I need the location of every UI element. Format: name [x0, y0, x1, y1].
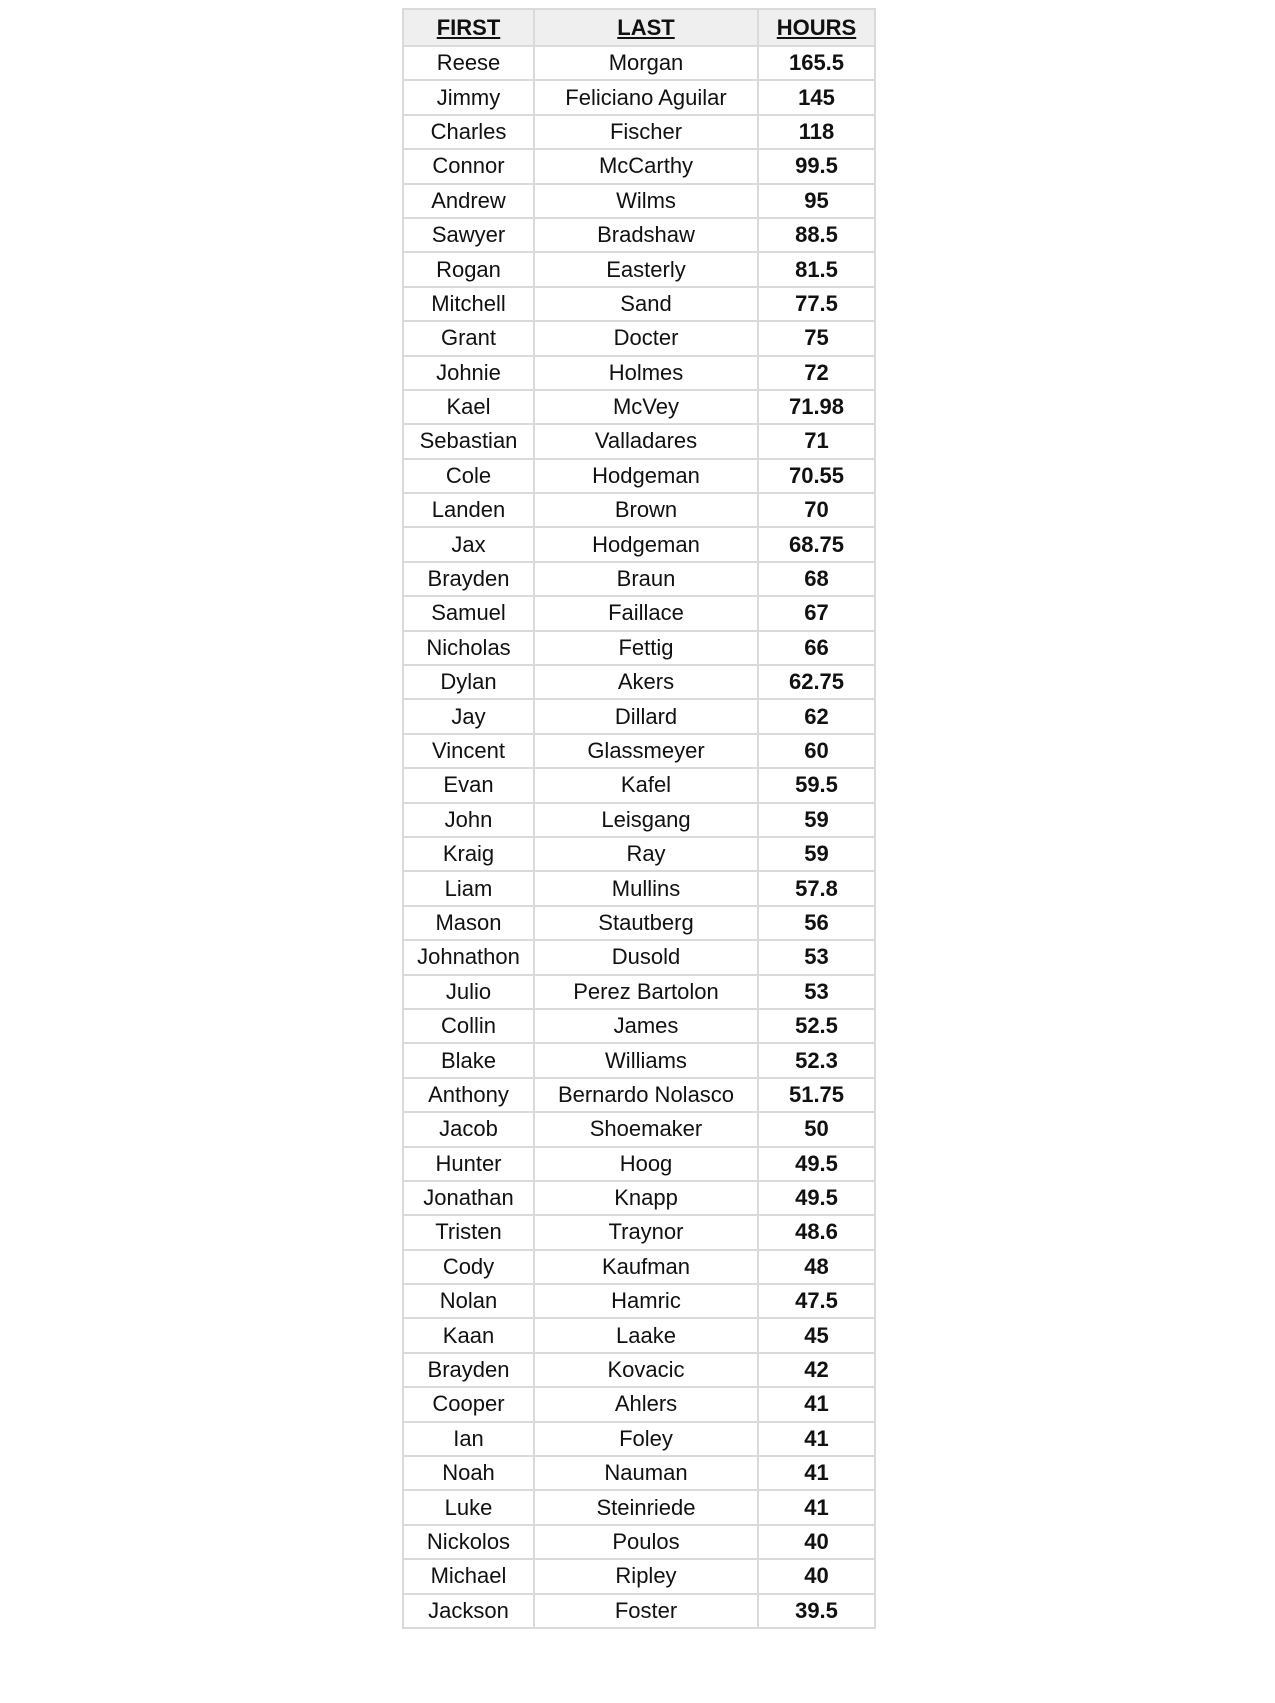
table-row — [403, 321, 875, 355]
last-name-cell: Ahlers — [534, 1387, 758, 1421]
last-name-cell: Feliciano Aguilar — [534, 80, 758, 114]
last-name-cell: Fischer — [534, 115, 758, 149]
first-name-cell: Cole — [403, 459, 534, 493]
table-row — [403, 115, 875, 149]
first-name-cell: Grant — [403, 321, 534, 355]
hours-cell: 41 — [758, 1456, 875, 1490]
hours-cell: 48 — [758, 1250, 875, 1284]
first-name-cell: Sawyer — [403, 218, 534, 252]
table-row — [403, 1250, 875, 1284]
first-name-cell: Sebastian — [403, 424, 534, 458]
first-name-cell: Mitchell — [403, 287, 534, 321]
hours-cell: 145 — [758, 80, 875, 114]
last-name-cell: Sand — [534, 287, 758, 321]
first-name-cell: Ian — [403, 1422, 534, 1456]
first-name-cell: Collin — [403, 1009, 534, 1043]
last-name-cell: Knapp — [534, 1181, 758, 1215]
first-name-cell: Noah — [403, 1456, 534, 1490]
hours-table — [402, 8, 876, 1629]
first-name-cell: Jacob — [403, 1112, 534, 1146]
table-row — [403, 596, 875, 630]
first-name-cell: Mason — [403, 906, 534, 940]
hours-cell: 81.5 — [758, 252, 875, 286]
hours-cell: 70 — [758, 493, 875, 527]
table-row — [403, 493, 875, 527]
first-name-cell: Jay — [403, 699, 534, 733]
table-row — [403, 1078, 875, 1112]
header-hours: HOURS — [758, 9, 875, 46]
hours-cell: 47.5 — [758, 1284, 875, 1318]
last-name-cell: Ripley — [534, 1559, 758, 1593]
table-row — [403, 1525, 875, 1559]
first-name-cell: Jackson — [403, 1594, 534, 1628]
last-name-cell: Docter — [534, 321, 758, 355]
hours-cell: 71.98 — [758, 390, 875, 424]
table-row — [403, 1284, 875, 1318]
table-row — [403, 1043, 875, 1077]
last-name-cell: Morgan — [534, 46, 758, 80]
first-name-cell: Blake — [403, 1043, 534, 1077]
last-name-cell: Hoog — [534, 1147, 758, 1181]
last-name-cell: Foley — [534, 1422, 758, 1456]
last-name-cell: Bradshaw — [534, 218, 758, 252]
last-name-cell: Nauman — [534, 1456, 758, 1490]
hours-cell: 48.6 — [758, 1215, 875, 1249]
header-row — [403, 9, 875, 46]
hours-cell: 62.75 — [758, 665, 875, 699]
first-name-cell: Johnathon — [403, 940, 534, 974]
table-row — [403, 871, 875, 905]
first-name-cell: Nicholas — [403, 631, 534, 665]
last-name-cell: Kafel — [534, 768, 758, 802]
hours-cell: 75 — [758, 321, 875, 355]
last-name-cell: Faillace — [534, 596, 758, 630]
hours-cell: 49.5 — [758, 1147, 875, 1181]
hours-cell: 59 — [758, 803, 875, 837]
table-row — [403, 459, 875, 493]
hours-cell: 52.5 — [758, 1009, 875, 1043]
first-name-cell: Rogan — [403, 252, 534, 286]
table-row — [403, 906, 875, 940]
table-row — [403, 837, 875, 871]
first-name-cell: Samuel — [403, 596, 534, 630]
last-name-cell: Kovacic — [534, 1353, 758, 1387]
hours-cell: 72 — [758, 356, 875, 390]
table-row — [403, 940, 875, 974]
table-row — [403, 631, 875, 665]
table-row — [403, 1594, 875, 1628]
table-row — [403, 356, 875, 390]
hours-cell: 50 — [758, 1112, 875, 1146]
table-row — [403, 562, 875, 596]
first-name-cell: Liam — [403, 871, 534, 905]
table-row — [403, 1318, 875, 1352]
hours-cell: 59.5 — [758, 768, 875, 802]
first-name-cell: Cooper — [403, 1387, 534, 1421]
last-name-cell: Dusold — [534, 940, 758, 974]
last-name-cell: McCarthy — [534, 149, 758, 183]
hours-cell: 62 — [758, 699, 875, 733]
hours-cell: 68 — [758, 562, 875, 596]
table-row — [403, 975, 875, 1009]
first-name-cell: Landen — [403, 493, 534, 527]
last-name-cell: Laake — [534, 1318, 758, 1352]
hours-cell: 51.75 — [758, 1078, 875, 1112]
hours-cell: 71 — [758, 424, 875, 458]
header-first: FIRST — [403, 9, 534, 46]
hours-cell: 41 — [758, 1490, 875, 1524]
last-name-cell: Williams — [534, 1043, 758, 1077]
hours-cell: 66 — [758, 631, 875, 665]
last-name-cell: Hamric — [534, 1284, 758, 1318]
first-name-cell: Hunter — [403, 1147, 534, 1181]
table-row — [403, 1215, 875, 1249]
hours-cell: 53 — [758, 940, 875, 974]
hours-cell: 70.55 — [758, 459, 875, 493]
last-name-cell: Glassmeyer — [534, 734, 758, 768]
table-row — [403, 184, 875, 218]
table-row — [403, 1112, 875, 1146]
first-name-cell: Anthony — [403, 1078, 534, 1112]
hours-cell: 68.75 — [758, 527, 875, 561]
last-name-cell: Shoemaker — [534, 1112, 758, 1146]
hours-cell: 39.5 — [758, 1594, 875, 1628]
first-name-cell: Julio — [403, 975, 534, 1009]
last-name-cell: Holmes — [534, 356, 758, 390]
table-row — [403, 1387, 875, 1421]
table-row — [403, 734, 875, 768]
last-name-cell: Braun — [534, 562, 758, 596]
table-row — [403, 149, 875, 183]
last-name-cell: Traynor — [534, 1215, 758, 1249]
last-name-cell: Brown — [534, 493, 758, 527]
first-name-cell: Brayden — [403, 562, 534, 596]
last-name-cell: Easterly — [534, 252, 758, 286]
last-name-cell: Stautberg — [534, 906, 758, 940]
first-name-cell: Kraig — [403, 837, 534, 871]
hours-cell: 40 — [758, 1525, 875, 1559]
last-name-cell: Valladares — [534, 424, 758, 458]
table-row — [403, 390, 875, 424]
table-row — [403, 1181, 875, 1215]
first-name-cell: Evan — [403, 768, 534, 802]
hours-cell: 40 — [758, 1559, 875, 1593]
table-row — [403, 699, 875, 733]
hours-cell: 53 — [758, 975, 875, 1009]
last-name-cell: Wilms — [534, 184, 758, 218]
table-row — [403, 1422, 875, 1456]
last-name-cell: McVey — [534, 390, 758, 424]
first-name-cell: Jimmy — [403, 80, 534, 114]
header-last: LAST — [534, 9, 758, 46]
last-name-cell: Dillard — [534, 699, 758, 733]
last-name-cell: Perez Bartolon — [534, 975, 758, 1009]
first-name-cell: Charles — [403, 115, 534, 149]
first-name-cell: Brayden — [403, 1353, 534, 1387]
hours-cell: 60 — [758, 734, 875, 768]
hours-cell: 165.5 — [758, 46, 875, 80]
table-row — [403, 803, 875, 837]
hours-cell: 118 — [758, 115, 875, 149]
last-name-cell: Poulos — [534, 1525, 758, 1559]
table-row — [403, 252, 875, 286]
hours-cell: 57.8 — [758, 871, 875, 905]
first-name-cell: Michael — [403, 1559, 534, 1593]
last-name-cell: Steinriede — [534, 1490, 758, 1524]
last-name-cell: Kaufman — [534, 1250, 758, 1284]
last-name-cell: Hodgeman — [534, 527, 758, 561]
hours-cell: 52.3 — [758, 1043, 875, 1077]
last-name-cell: Leisgang — [534, 803, 758, 837]
table-row — [403, 768, 875, 802]
last-name-cell: James — [534, 1009, 758, 1043]
first-name-cell: Kael — [403, 390, 534, 424]
hours-cell: 99.5 — [758, 149, 875, 183]
first-name-cell: Dylan — [403, 665, 534, 699]
hours-cell: 67 — [758, 596, 875, 630]
last-name-cell: Fettig — [534, 631, 758, 665]
first-name-cell: Reese — [403, 46, 534, 80]
first-name-cell: Jax — [403, 527, 534, 561]
table-row — [403, 1009, 875, 1043]
first-name-cell: Nickolos — [403, 1525, 534, 1559]
first-name-cell: Andrew — [403, 184, 534, 218]
hours-cell: 42 — [758, 1353, 875, 1387]
table-row — [403, 1456, 875, 1490]
hours-cell: 45 — [758, 1318, 875, 1352]
last-name-cell: Akers — [534, 665, 758, 699]
last-name-cell: Mullins — [534, 871, 758, 905]
last-name-cell: Ray — [534, 837, 758, 871]
hours-cell: 41 — [758, 1387, 875, 1421]
hours-cell: 77.5 — [758, 287, 875, 321]
first-name-cell: Luke — [403, 1490, 534, 1524]
first-name-cell: Johnie — [403, 356, 534, 390]
table-row — [403, 1559, 875, 1593]
hours-cell: 41 — [758, 1422, 875, 1456]
table-row — [403, 1147, 875, 1181]
table-row — [403, 527, 875, 561]
table-row — [403, 665, 875, 699]
last-name-cell: Bernardo Nolasco — [534, 1078, 758, 1112]
first-name-cell: Tristen — [403, 1215, 534, 1249]
hours-cell: 95 — [758, 184, 875, 218]
last-name-cell: Foster — [534, 1594, 758, 1628]
first-name-cell: Kaan — [403, 1318, 534, 1352]
first-name-cell: Connor — [403, 149, 534, 183]
first-name-cell: Nolan — [403, 1284, 534, 1318]
first-name-cell: Vincent — [403, 734, 534, 768]
hours-cell: 59 — [758, 837, 875, 871]
first-name-cell: Cody — [403, 1250, 534, 1284]
table-row — [403, 287, 875, 321]
hours-cell: 88.5 — [758, 218, 875, 252]
table-row — [403, 1353, 875, 1387]
table-row — [403, 218, 875, 252]
table-row — [403, 46, 875, 80]
table-row — [403, 80, 875, 114]
first-name-cell: Jonathan — [403, 1181, 534, 1215]
table-row — [403, 1490, 875, 1524]
last-name-cell: Hodgeman — [534, 459, 758, 493]
first-name-cell: John — [403, 803, 534, 837]
hours-cell: 49.5 — [758, 1181, 875, 1215]
hours-cell: 56 — [758, 906, 875, 940]
table-row — [403, 424, 875, 458]
